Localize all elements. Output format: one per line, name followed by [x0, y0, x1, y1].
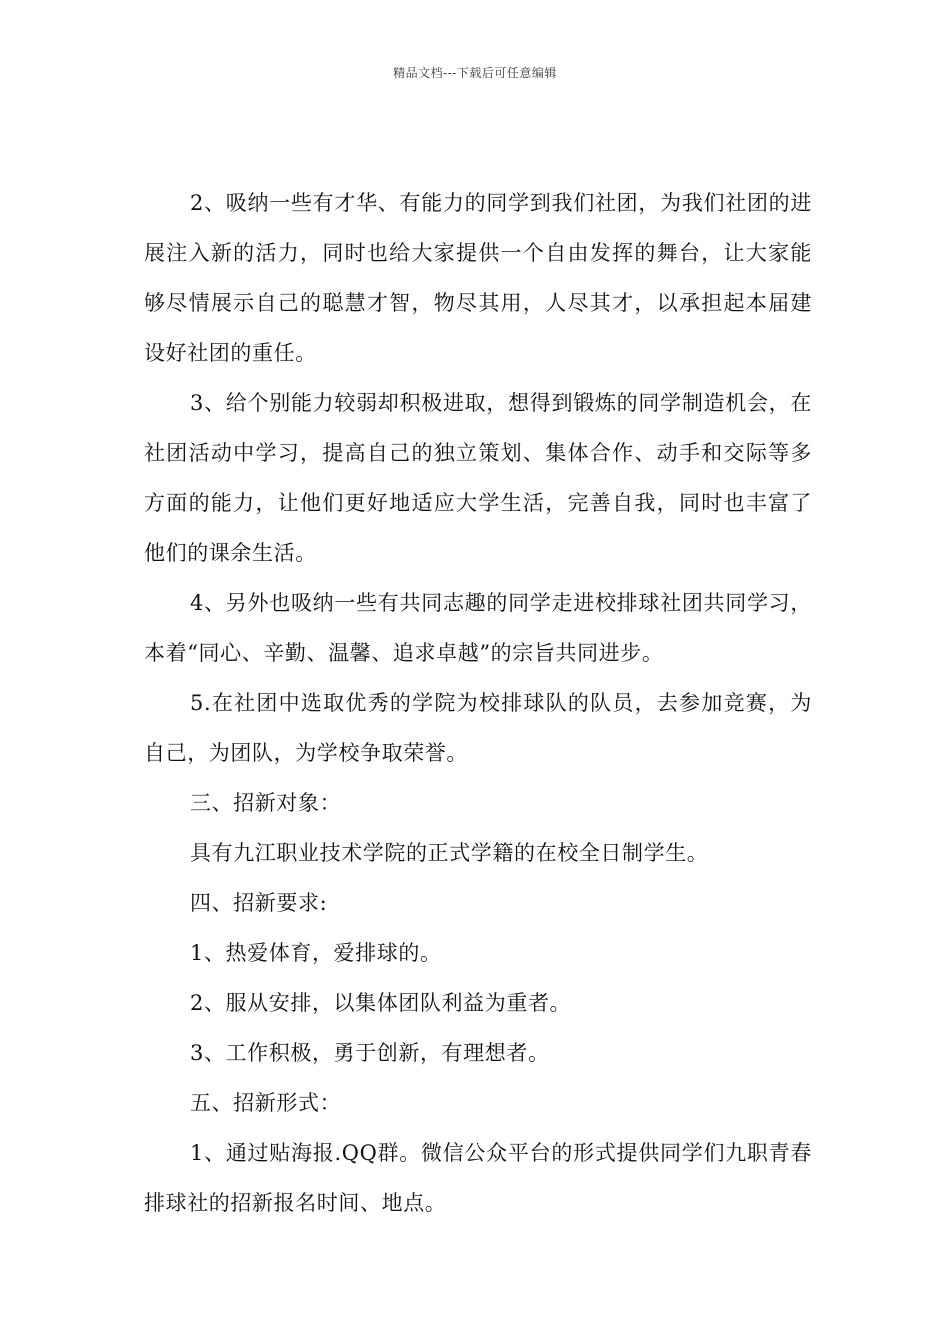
paragraph-item-4: 4、另外也吸纳一些有共同志趣的同学走进校排球社团共同学习，本着“同心、辛勤、温馨、追求卓越”的宗旨共同进步。 [144, 591, 812, 665]
requirement-item-2: 2、服从安排，以集体团队利益为重者。 [190, 991, 572, 1015]
document-body [144, 178, 812, 1228]
requirement-item-1: 1、热爱体育，爱排球的。 [190, 941, 442, 965]
format-item-1: 1、通过贴海报.QQ群。微信公众平台的形式提供同学们九职青春排球社的招新报名时间、地点。 [144, 1141, 812, 1215]
section-heading-recruit-target: 三、招新对象： [190, 791, 342, 815]
paragraph-item-3: 3、给个别能力较弱却积极进取，想得到锻炼的同学制造机会，在社团活动中学习，提高自己的独立策划、集体合作、动手和交际等多方面的能力，让他们更好地适应大学生活，完善自我，同时也丰富了他们的课余生活。 [144, 391, 812, 565]
section-heading-recruit-requirements: 四、招新要求: [190, 891, 328, 915]
paragraph-item-2: 2、吸纳一些有才华、有能力的同学到我们社团，为我们社团的进展注入新的活力，同时也给大家提供一个自由发挥的舞台，让大家能够尽情展示自己的聪慧才智，物尽其用，人尽其才，以承担起本届建设好社团的重任。 [144, 191, 812, 365]
requirement-item-3: 3、工作积极，勇于创新，有理想者。 [190, 1041, 550, 1065]
paragraph-item-5: 5.在社团中选取优秀的学院为校排球队的队员，去参加竞赛，为自己，为团队，为学校争取荣誉。 [144, 691, 812, 765]
paragraph-recruit-target: 具有九江职业技术学院的正式学籍的在校全日制学生。 [190, 841, 709, 865]
section-heading-recruit-format: 五、招新形式： [190, 1091, 342, 1115]
page-header: 精品文档---下载后可任意编辑 [393, 66, 557, 80]
